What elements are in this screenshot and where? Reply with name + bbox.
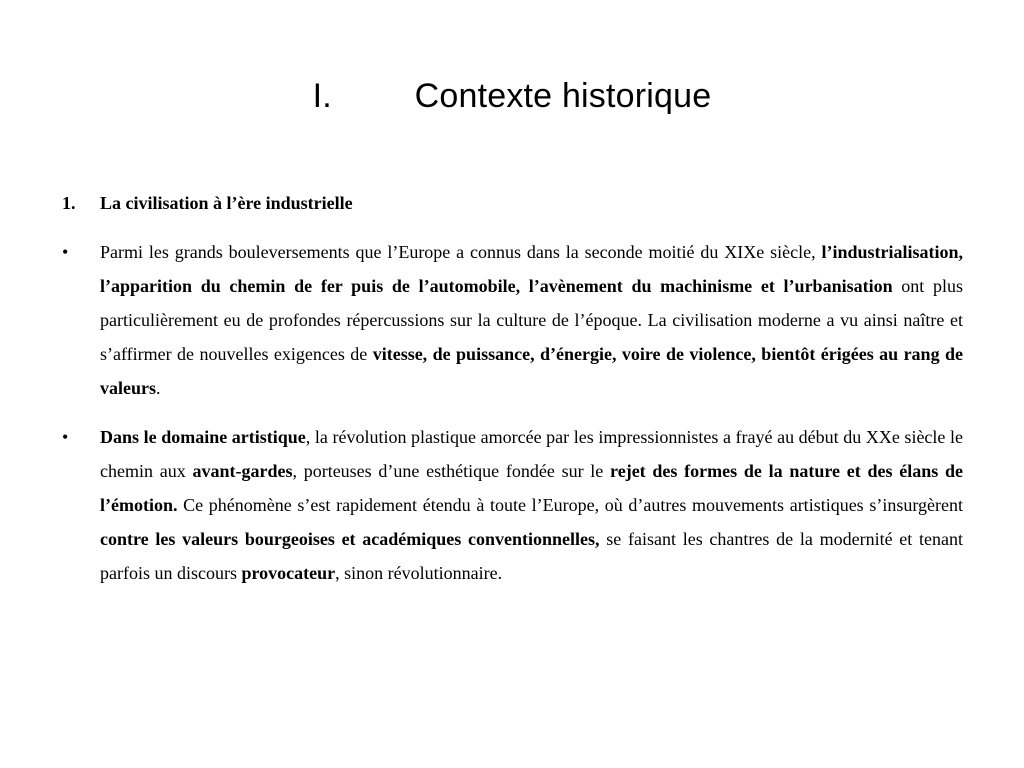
bullet-marker: • bbox=[62, 427, 69, 447]
text-segment: ont plus particulièrement eu de profondes répercussions sur la culture de l’époque. La civilisation moderne a vu ainsi naître et s’affirmer de nouvelles exigences de bbox=[100, 276, 963, 364]
section-number: 1. bbox=[62, 193, 76, 213]
text-segment-bold: vitesse, de puissance, d’énergie, voire de violence, bientôt érigées au rang de valeurs bbox=[100, 344, 963, 398]
text-segment-bold: Dans le domaine artistique bbox=[100, 427, 306, 447]
text-segment-bold: rejet des formes de la nature et des élans de l’émotion. bbox=[100, 461, 963, 515]
title-number: I. bbox=[312, 77, 332, 115]
text-segment-bold: provocateur bbox=[241, 563, 336, 583]
title-text: Contexte historique bbox=[414, 77, 712, 115]
text-segment-bold: l’industrialisation, l’apparition du chemin de fer puis de l’automobile, l’avènement du machinisme et l’urbanisation bbox=[100, 242, 963, 296]
text-segment-bold: contre les valeurs bourgeoises et académiques conventionnelles, bbox=[100, 529, 600, 549]
bullet-item bbox=[62, 235, 963, 405]
bullet-item bbox=[62, 420, 963, 590]
section-heading bbox=[62, 186, 963, 220]
text-segment: Ce phénomène s’est rapidement étendu à toute l’Europe, où d’autres mouvements artistiques s’insurgèrent bbox=[177, 495, 963, 515]
section-heading-text: La civilisation à l’ère industrielle bbox=[100, 193, 353, 213]
slide-body bbox=[62, 186, 963, 590]
bullet-text bbox=[100, 420, 963, 590]
text-segment: , porteuses d’une esthétique fondée sur le bbox=[292, 461, 611, 481]
bullet-marker: • bbox=[62, 242, 69, 262]
text-segment: . bbox=[156, 378, 161, 398]
text-segment: , la révolution plastique amorcée par les impressionnistes a frayé au début du XXe siècle le chemin aux bbox=[100, 427, 963, 481]
text-segment: se faisant les chantres de la modernité et tenant parfois un discours bbox=[100, 529, 963, 583]
text-segment: Parmi les grands bouleversements que l’Europe a connus dans la seconde moitié du XIXe siècle, bbox=[100, 242, 822, 262]
text-segment: , sinon révolutionnaire. bbox=[335, 563, 503, 583]
slide-title bbox=[0, 70, 1024, 122]
bullet-text bbox=[100, 235, 963, 405]
text-segment-bold: avant-gardes bbox=[192, 461, 293, 481]
